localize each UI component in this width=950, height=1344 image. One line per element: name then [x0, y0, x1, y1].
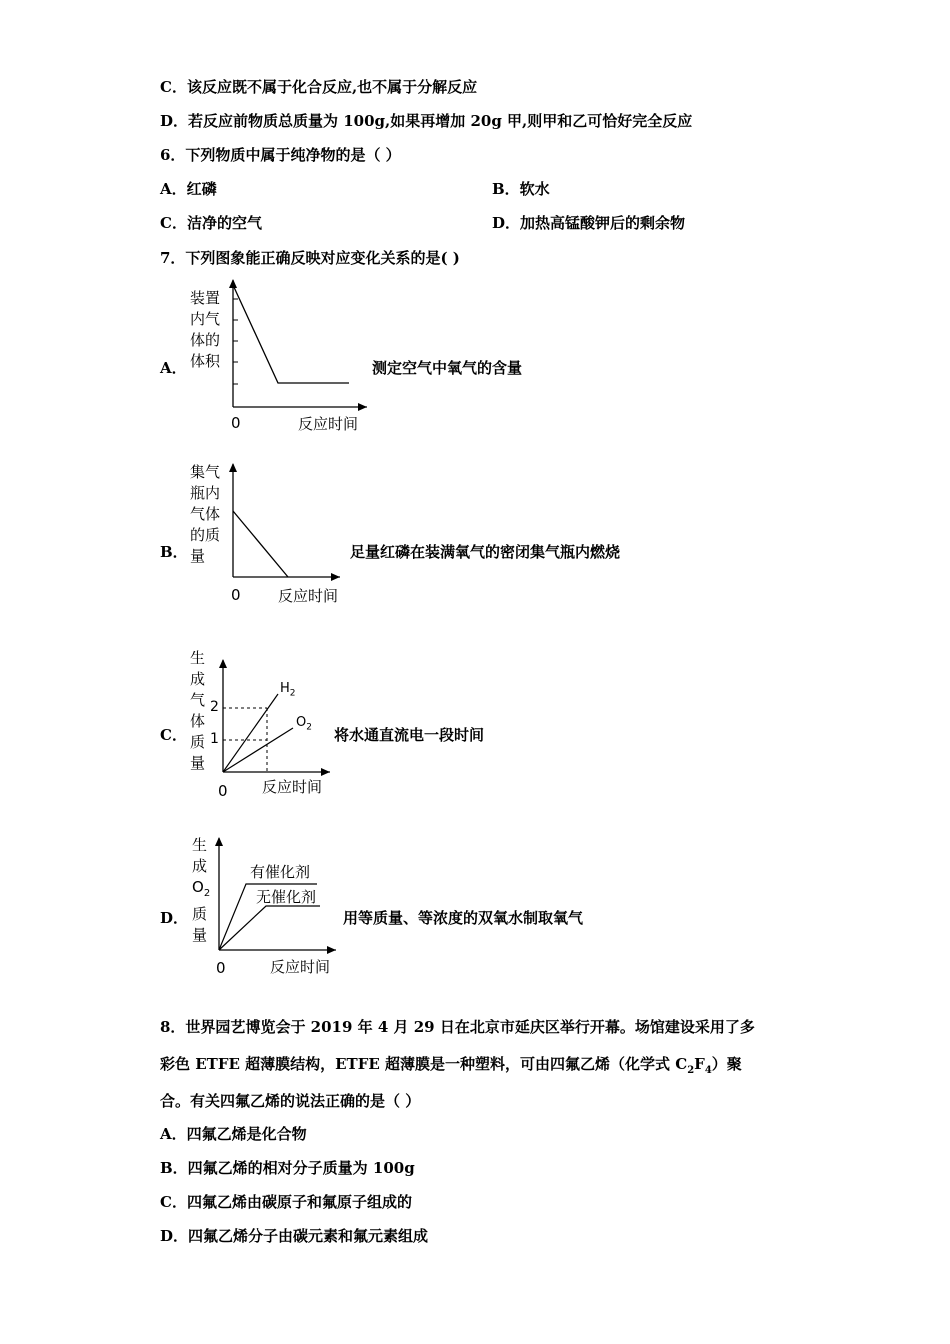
q7-a-caption: 测定空气中氧气的含量: [372, 359, 523, 377]
q7-a-xlabel: 反应时间: [298, 415, 359, 433]
q7-d-origin: 0: [216, 959, 226, 977]
q7-d-caption: 用等质量、等浓度的双氧水制取氧气: [343, 909, 584, 927]
q7-c-h2-label: $H_2$: [280, 681, 296, 699]
q7-c-tick-2: 2: [210, 699, 219, 715]
q7-option-a-label: A．: [160, 359, 187, 377]
q7-d-y-arrow: [215, 837, 223, 846]
q7-a-origin: 0: [231, 414, 241, 432]
q7-b-origin: 0: [231, 586, 241, 604]
q7-c-caption: 将水通直流电一段时间: [334, 726, 485, 744]
q7-c-origin: 0: [218, 782, 228, 800]
q7-option-c-label: C．: [160, 726, 187, 744]
q8-option-d: D．四氟乙烯分子由碳元素和氟元素组成: [160, 1227, 429, 1245]
q7-option-b-label: B．: [160, 543, 188, 561]
q7-c-tick-1: 1: [210, 731, 219, 747]
q7-stem: 7．下列图象能正确反映对应变化关系的是( ): [160, 249, 460, 267]
q8-option-c: C．四氟乙烯由碳原子和氟原子组成的: [160, 1193, 412, 1211]
q7-d-cat-label: 有催化剂: [250, 863, 311, 881]
q7-c-xlabel: 反应时间: [262, 778, 323, 796]
q5-option-d: D．若反应前物质总质量为 100g,如果再增加 20g 甲,则甲和乙可恰好完全反应: [160, 112, 693, 130]
q6-stem: 6．下列物质中属于纯净物的是（ ）: [160, 146, 401, 164]
q8-option-a: A．四氟乙烯是化合物: [160, 1125, 307, 1143]
q8-stem-line3: 合。有关四氟乙烯的说法正确的是（ ）: [160, 1092, 421, 1110]
q7-d-x-arrow: [327, 946, 336, 954]
q8-stem-line1: 8．世界园艺博览会于 2019 年 4 月 29 日在北京市延庆区举行开幕。场馆建设采用了多: [160, 1018, 755, 1036]
q7-b-ylabel: 集气 瓶内 气体 的质 量: [190, 463, 221, 565]
q7-c-o2-label: $O_2$: [296, 715, 312, 733]
q7-option-d-label: D．: [160, 909, 189, 927]
q6-option-b: B．软水: [492, 180, 550, 198]
q6-option-d: D．加热高锰酸钾后的剩余物: [492, 214, 686, 232]
q7-d-xlabel: 反应时间: [270, 958, 331, 976]
q7-d-nocat-label: 无催化剂: [256, 888, 317, 906]
q7-b-caption: 足量红磷在装满氧气的密闭集气瓶内燃烧: [350, 543, 621, 561]
q7-a-ylabel: 装置 内气 体的 体积: [190, 289, 221, 370]
q5-option-c: C．该反应既不属于化合反应,也不属于分解反应: [160, 78, 478, 96]
q7-c-ylabel: 生 成 气 体 质 量: [190, 649, 206, 772]
q7-d-ylabel: 生 成 $O_2$ 质 量: [192, 836, 211, 944]
q6-option-a: A．红磷: [160, 180, 217, 198]
q8-option-b: B．四氟乙烯的相对分子质量为 100g: [160, 1159, 415, 1177]
q7-b-xlabel: 反应时间: [278, 587, 339, 605]
q8-stem-line2: 彩色 ETFE 超薄膜结构，ETFE 超薄膜是一种塑料，可由四氟乙烯（化学式 $C_2F_4$）聚: [160, 1055, 742, 1076]
q6-option-c: C．洁净的空气: [160, 214, 262, 232]
